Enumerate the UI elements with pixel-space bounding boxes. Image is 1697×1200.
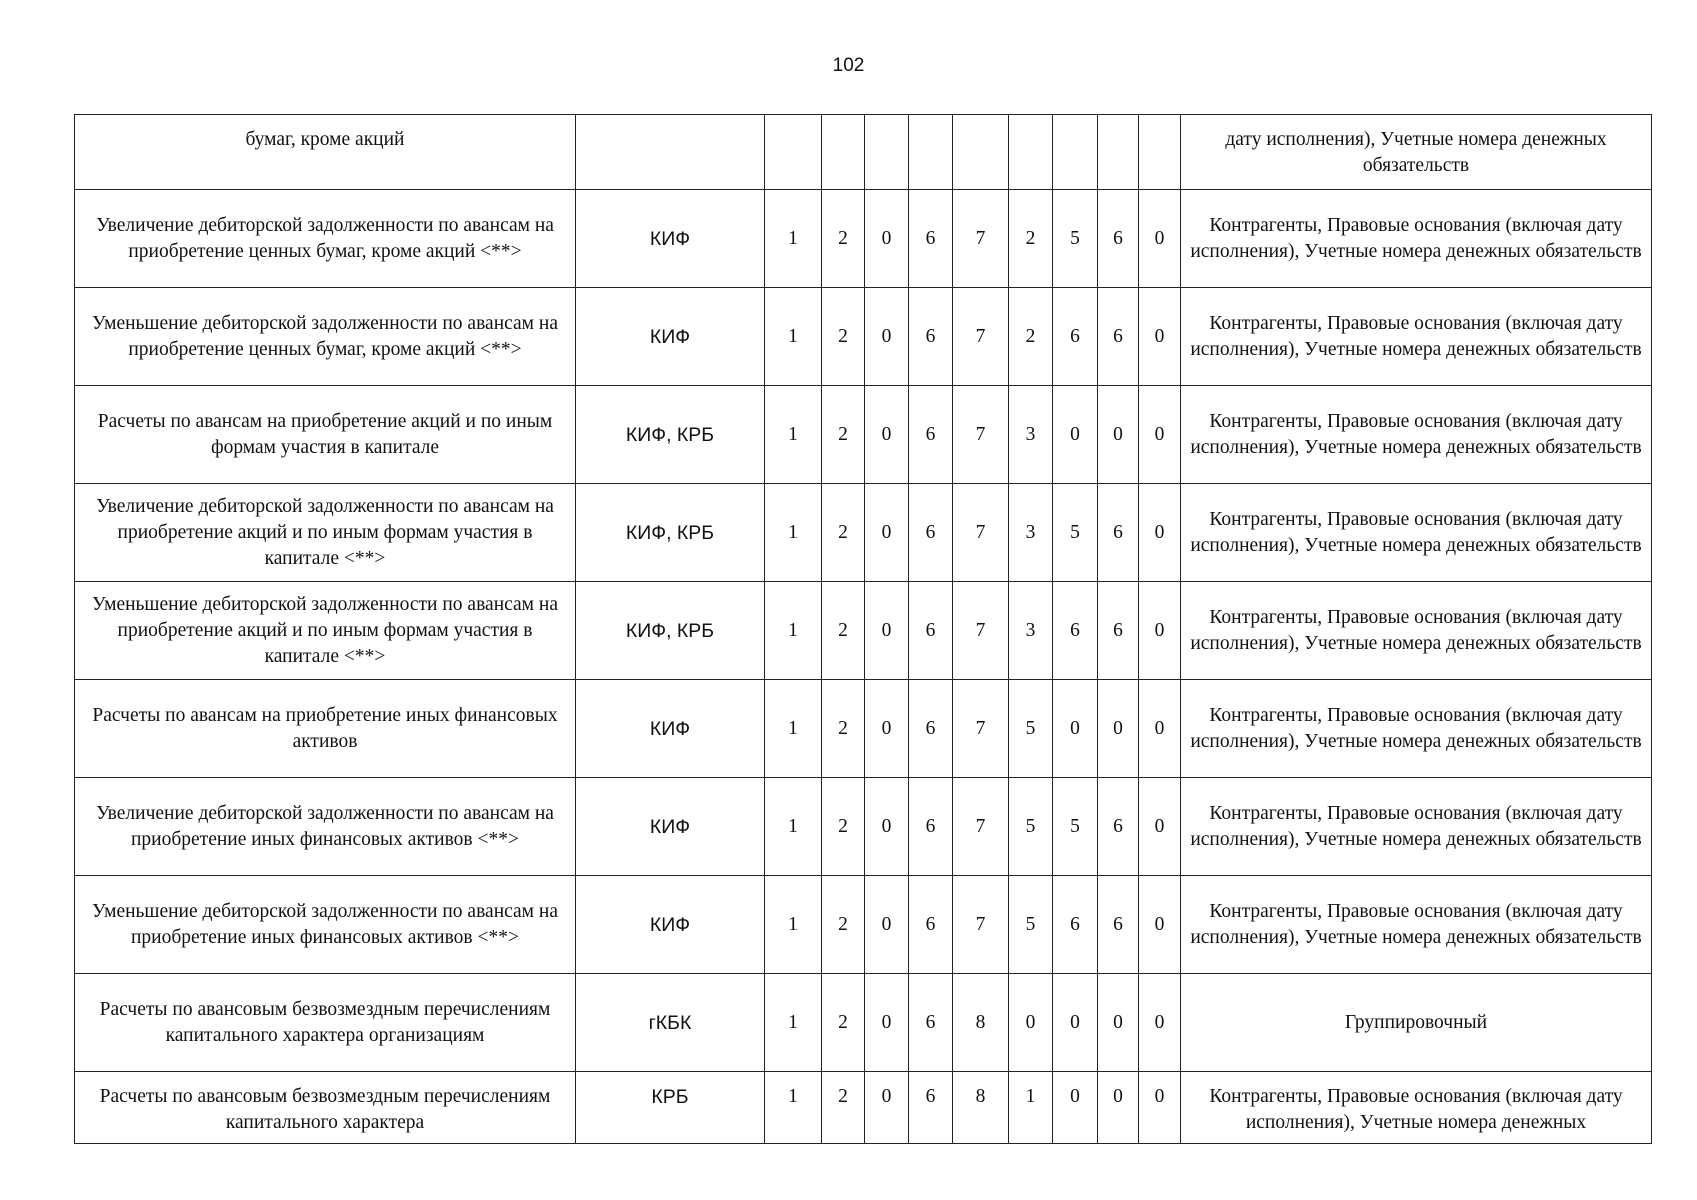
account-digit-cell: 6: [1053, 582, 1098, 680]
account-digit-cell: 6: [909, 680, 953, 778]
account-digit-cell: 3: [1009, 582, 1053, 680]
account-digit-cell: 2: [822, 1072, 865, 1144]
table-body: [75, 115, 1652, 1144]
account-digit-cell: 1: [765, 1072, 822, 1144]
analytics-cell: Контрагенты, Правовые основания (включая дату исполнения), Учетные номера денежных обязательств: [1181, 386, 1652, 484]
account-digit-cell: 5: [1053, 190, 1098, 288]
account-digit-cell: 1: [765, 484, 822, 582]
code-cell: КИФ: [576, 288, 765, 386]
account-digit-cell: 0: [1139, 582, 1181, 680]
analytics-cell: Контрагенты, Правовые основания (включая дату исполнения), Учетные номера денежных: [1181, 1072, 1652, 1144]
account-digit-cell: [1139, 115, 1181, 190]
account-digit-cell: 8: [953, 974, 1009, 1072]
account-digit-cell: 0: [1139, 876, 1181, 974]
code-cell: КИФ: [576, 680, 765, 778]
code-cell: КИФ, КРБ: [576, 386, 765, 484]
account-digit-cell: 6: [1098, 484, 1139, 582]
account-digit-cell: 2: [822, 288, 865, 386]
account-digit-cell: 0: [1139, 484, 1181, 582]
account-digit-cell: 2: [822, 974, 865, 1072]
account-digit-cell: 2: [822, 190, 865, 288]
account-digit-cell: 5: [1009, 876, 1053, 974]
account-digit-cell: 0: [865, 582, 909, 680]
table-row: [75, 1072, 1652, 1144]
table-row: [75, 974, 1652, 1072]
account-digit-cell: 6: [1098, 876, 1139, 974]
table-row: [75, 386, 1652, 484]
account-digit-cell: 0: [1098, 1072, 1139, 1144]
account-digit-cell: 0: [1098, 974, 1139, 1072]
account-name-cell: Расчеты по авансовым безвозмездным перечислениям капитального характера: [75, 1072, 576, 1144]
account-name-cell: Уменьшение дебиторской задолженности по авансам на приобретение ценных бумаг, кроме акций <**>: [75, 288, 576, 386]
account-digit-cell: 0: [865, 974, 909, 1072]
account-digit-cell: 6: [909, 190, 953, 288]
code-cell: КИФ: [576, 876, 765, 974]
account-name-cell: Увеличение дебиторской задолженности по авансам на приобретение иных финансовых активов <**>: [75, 778, 576, 876]
page-number: 102: [832, 55, 865, 76]
account-digit-cell: 3: [1009, 386, 1053, 484]
account-digit-cell: [822, 115, 865, 190]
table-row: [75, 288, 1652, 386]
account-digit-cell: 2: [1009, 288, 1053, 386]
account-digit-cell: 6: [909, 1072, 953, 1144]
account-digit-cell: [909, 115, 953, 190]
account-digit-cell: 2: [822, 484, 865, 582]
account-digit-cell: 1: [765, 974, 822, 1072]
account-name-cell: Увеличение дебиторской задолженности по авансам на приобретение акций и по иным формам участия в капитале <**>: [75, 484, 576, 582]
account-digit-cell: 7: [953, 190, 1009, 288]
account-digit-cell: 6: [909, 974, 953, 1072]
account-digit-cell: 0: [1053, 974, 1098, 1072]
code-cell: КИФ: [576, 778, 765, 876]
account-digit-cell: 1: [765, 386, 822, 484]
analytics-cell: Контрагенты, Правовые основания (включая дату исполнения), Учетные номера денежных обязательств: [1181, 778, 1652, 876]
account-digit-cell: 0: [1139, 778, 1181, 876]
analytics-cell: Контрагенты, Правовые основания (включая дату исполнения), Учетные номера денежных обязательств: [1181, 876, 1652, 974]
account-digit-cell: 2: [822, 876, 865, 974]
account-digit-cell: 0: [865, 190, 909, 288]
account-name-cell: Уменьшение дебиторской задолженности по авансам на приобретение иных финансовых активов <**>: [75, 876, 576, 974]
account-digit-cell: 7: [953, 484, 1009, 582]
account-digit-cell: 1: [765, 680, 822, 778]
account-digit-cell: 6: [1053, 288, 1098, 386]
account-digit-cell: 5: [1053, 778, 1098, 876]
account-digit-cell: 0: [1139, 288, 1181, 386]
account-digit-cell: 0: [1053, 1072, 1098, 1144]
account-digit-cell: 6: [909, 778, 953, 876]
account-name-cell: бумаг, кроме акций: [75, 115, 576, 190]
account-digit-cell: 0: [1009, 974, 1053, 1072]
account-digit-cell: 0: [865, 484, 909, 582]
account-digit-cell: [1009, 115, 1053, 190]
table-row: [75, 115, 1652, 190]
account-digit-cell: 2: [822, 582, 865, 680]
account-digit-cell: 6: [909, 386, 953, 484]
table-row: [75, 680, 1652, 778]
account-name-cell: Расчеты по авансам на приобретение акций и по иным формам участия в капитале: [75, 386, 576, 484]
account-digit-cell: 7: [953, 680, 1009, 778]
account-digit-cell: 0: [1098, 680, 1139, 778]
code-cell: гКБК: [576, 974, 765, 1072]
account-digit-cell: 0: [1139, 974, 1181, 1072]
analytics-cell: Контрагенты, Правовые основания (включая дату исполнения), Учетные номера денежных обязательств: [1181, 582, 1652, 680]
account-digit-cell: 0: [1098, 386, 1139, 484]
account-digit-cell: 0: [865, 1072, 909, 1144]
account-digit-cell: 6: [909, 288, 953, 386]
account-digit-cell: 5: [1009, 680, 1053, 778]
account-digit-cell: 6: [1053, 876, 1098, 974]
code-cell: КИФ, КРБ: [576, 582, 765, 680]
code-cell: [576, 115, 765, 190]
analytics-cell: Группировочный: [1181, 974, 1652, 1072]
account-digit-cell: 6: [1098, 582, 1139, 680]
table-row: [75, 190, 1652, 288]
account-digit-cell: [1098, 115, 1139, 190]
account-digit-cell: [953, 115, 1009, 190]
analytics-cell: дату исполнения), Учетные номера денежных обязательств: [1181, 115, 1652, 190]
account-digit-cell: 7: [953, 876, 1009, 974]
account-digit-cell: 6: [1098, 288, 1139, 386]
account-digit-cell: 1: [1009, 1072, 1053, 1144]
account-digit-cell: 1: [765, 190, 822, 288]
account-digit-cell: [865, 115, 909, 190]
account-digit-cell: 0: [865, 386, 909, 484]
account-digit-cell: 7: [953, 778, 1009, 876]
account-digit-cell: 0: [865, 876, 909, 974]
account-digit-cell: 0: [1139, 680, 1181, 778]
account-digit-cell: 6: [909, 484, 953, 582]
account-digit-cell: 0: [1053, 680, 1098, 778]
account-digit-cell: 0: [865, 778, 909, 876]
account-digit-cell: 2: [822, 680, 865, 778]
analytics-cell: Контрагенты, Правовые основания (включая дату исполнения), Учетные номера денежных обязательств: [1181, 288, 1652, 386]
account-name-cell: Расчеты по авансам на приобретение иных финансовых активов: [75, 680, 576, 778]
account-digit-cell: 6: [1098, 778, 1139, 876]
code-cell: КРБ: [576, 1072, 765, 1144]
analytics-cell: Контрагенты, Правовые основания (включая дату исполнения), Учетные номера денежных обязательств: [1181, 680, 1652, 778]
account-digit-cell: 1: [765, 582, 822, 680]
table-row: [75, 876, 1652, 974]
account-digit-cell: 1: [765, 876, 822, 974]
account-digit-cell: 0: [1139, 1072, 1181, 1144]
account-digit-cell: 6: [909, 582, 953, 680]
account-digit-cell: 1: [765, 288, 822, 386]
account-digit-cell: 0: [865, 680, 909, 778]
analytics-cell: Контрагенты, Правовые основания (включая дату исполнения), Учетные номера денежных обязательств: [1181, 190, 1652, 288]
account-digit-cell: [765, 115, 822, 190]
account-name-cell: Увеличение дебиторской задолженности по авансам на приобретение ценных бумаг, кроме акций <**>: [75, 190, 576, 288]
table-row: [75, 484, 1652, 582]
account-digit-cell: 8: [953, 1072, 1009, 1144]
account-digit-cell: 7: [953, 386, 1009, 484]
account-digit-cell: 6: [909, 876, 953, 974]
account-name-cell: Расчеты по авансовым безвозмездным перечислениям капитального характера организациям: [75, 974, 576, 1072]
account-digit-cell: [1053, 115, 1098, 190]
account-digit-cell: 2: [1009, 190, 1053, 288]
account-digit-cell: 6: [1098, 190, 1139, 288]
analytics-cell: Контрагенты, Правовые основания (включая дату исполнения), Учетные номера денежных обязательств: [1181, 484, 1652, 582]
account-digit-cell: 7: [953, 288, 1009, 386]
account-name-cell: Уменьшение дебиторской задолженности по авансам на приобретение акций и по иным формам участия в капитале <**>: [75, 582, 576, 680]
account-digit-cell: 0: [1139, 190, 1181, 288]
code-cell: КИФ: [576, 190, 765, 288]
accounts-table: [74, 114, 1652, 1144]
account-digit-cell: 2: [822, 778, 865, 876]
account-digit-cell: 1: [765, 778, 822, 876]
code-cell: КИФ, КРБ: [576, 484, 765, 582]
account-digit-cell: 2: [822, 386, 865, 484]
account-digit-cell: 5: [1009, 778, 1053, 876]
account-digit-cell: 0: [865, 288, 909, 386]
account-digit-cell: 0: [1053, 386, 1098, 484]
table-row: [75, 582, 1652, 680]
account-digit-cell: 3: [1009, 484, 1053, 582]
account-digit-cell: 7: [953, 582, 1009, 680]
account-digit-cell: 5: [1053, 484, 1098, 582]
account-digit-cell: 0: [1139, 386, 1181, 484]
table-row: [75, 778, 1652, 876]
